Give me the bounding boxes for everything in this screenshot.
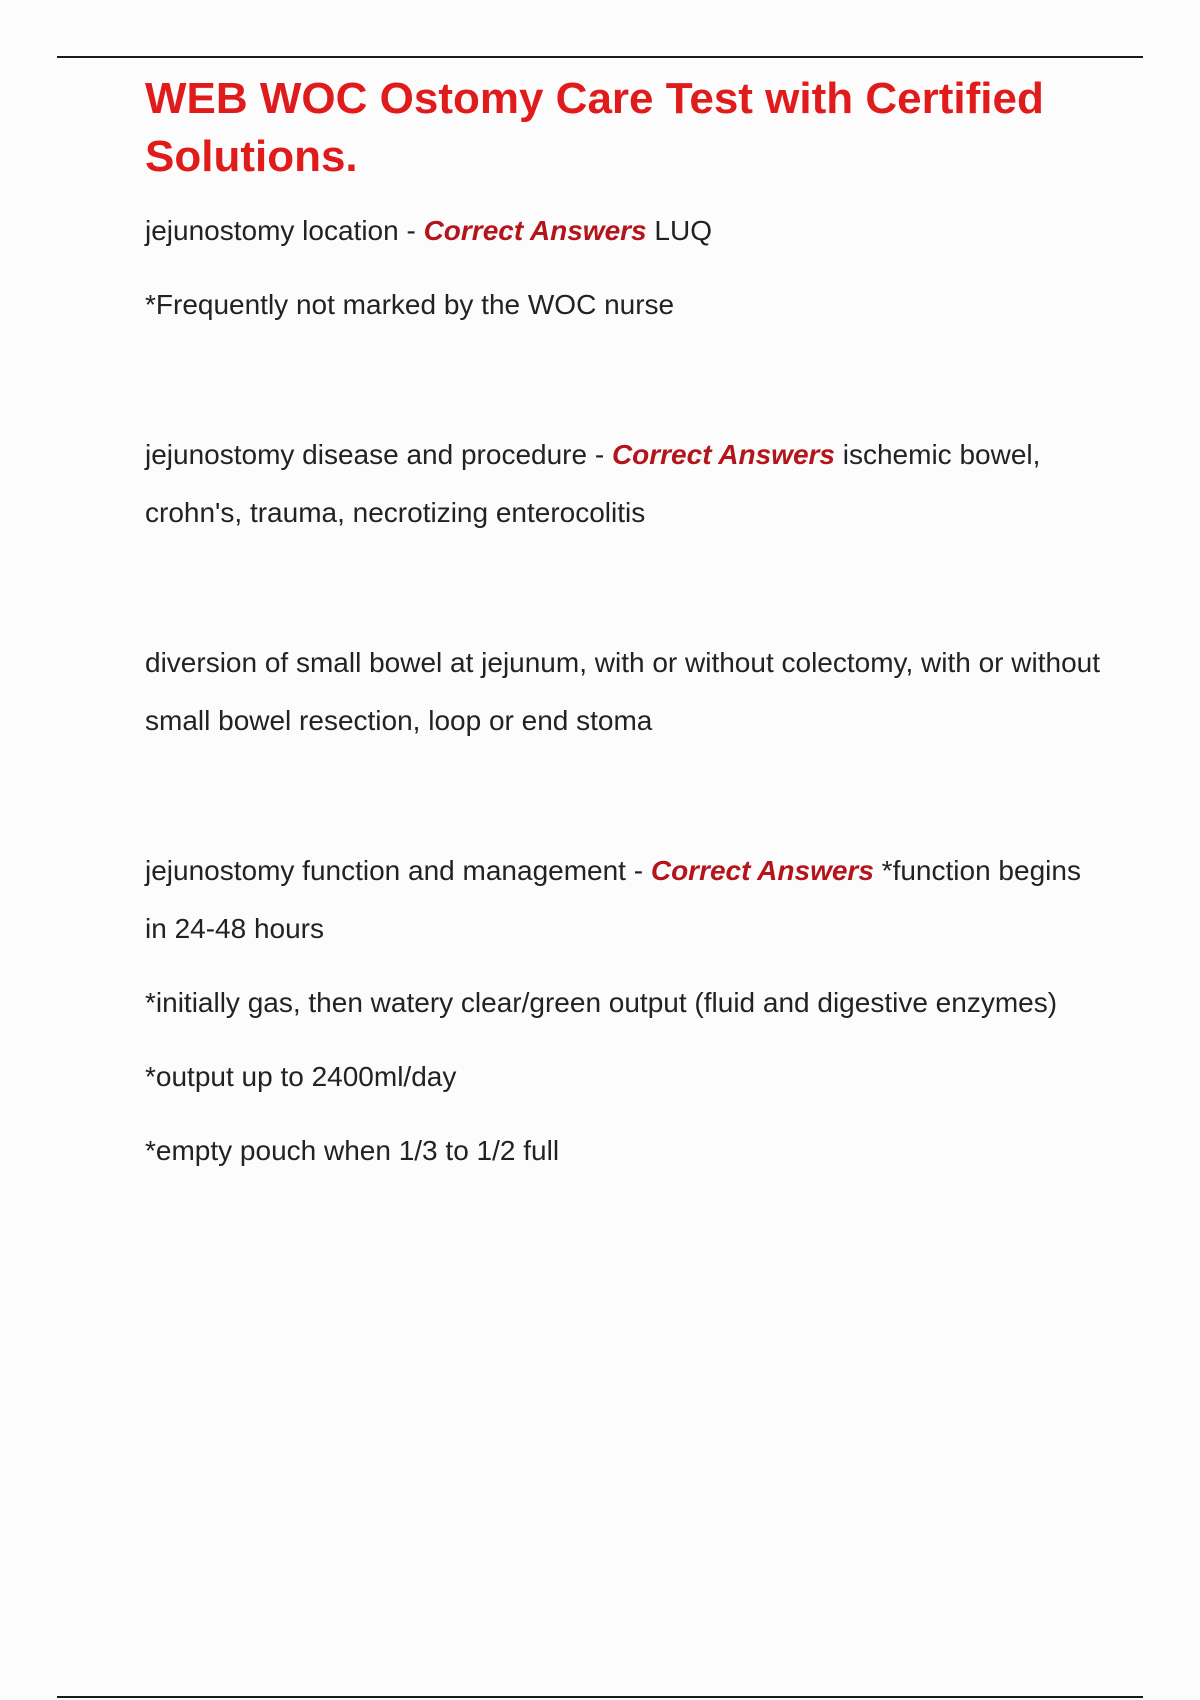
note-item: *initially gas, then watery clear/green output (fluid and digestive enzymes) (145, 987, 1058, 1018)
correct-answers-label: Correct Answers (650, 855, 874, 886)
note-item: *empty pouch when 1/3 to 1/2 full (145, 1135, 560, 1166)
correct-answers-label: Correct Answers (423, 215, 647, 246)
answer-text: ischemic bowel, crohn's, trauma, necrotizing enterocolitis (145, 439, 1041, 528)
question-text: jejunostomy disease and procedure - (145, 439, 612, 470)
answer-text: *function begins in 24-48 hours (145, 855, 1081, 944)
entry-jejunostomy-disease (145, 426, 1105, 542)
top-rule (57, 56, 1143, 58)
note-item: *Frequently not marked by the WOC nurse (145, 289, 675, 320)
bottom-rule (57, 1696, 1143, 1698)
answer-text: LUQ (646, 215, 712, 246)
question-text: jejunostomy function and management - (145, 855, 651, 886)
correct-answers-label: Correct Answers (611, 439, 835, 470)
entry-jejunostomy-location (145, 202, 1105, 260)
question-text: jejunostomy location - (145, 215, 424, 246)
procedure-description: diversion of small bowel at jejunum, with or without colectomy, with or without small bowel resection, loop or end stoma (145, 647, 1100, 736)
note-item: *output up to 2400ml/day (145, 1061, 457, 1092)
entry-jejunostomy-function (145, 842, 1105, 958)
page-title: WEB WOC Ostomy Care Test with Certified Solutions. (145, 74, 1044, 181)
document-body (145, 70, 1105, 1180)
